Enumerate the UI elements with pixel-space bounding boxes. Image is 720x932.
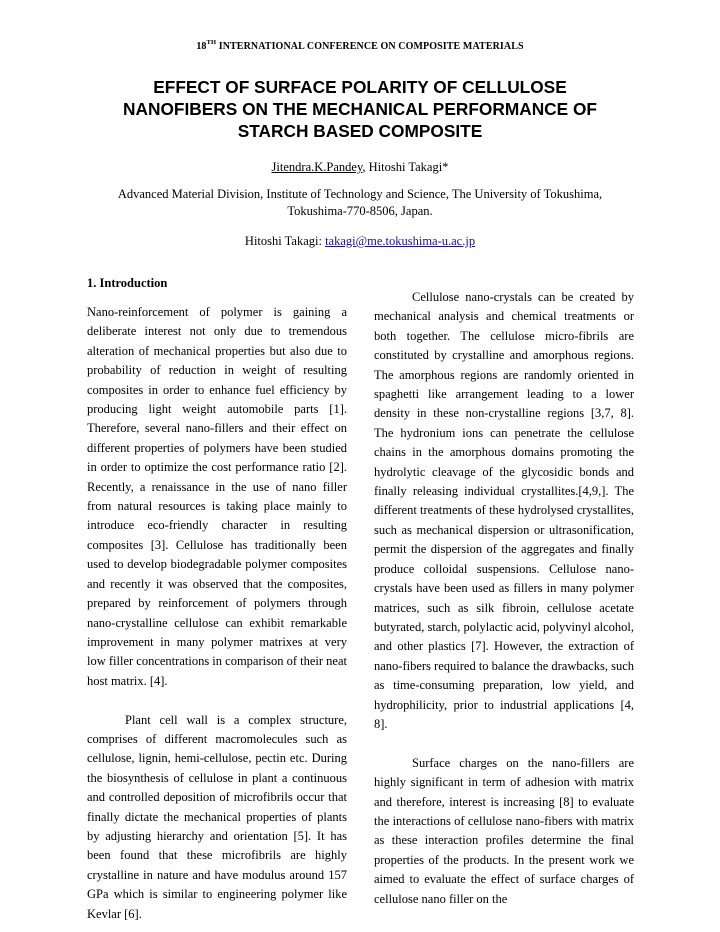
right-paragraph-2: Surface charges on the nano-fillers are highly significant in term of adhesion with matrix and therefore, interest is increasing [8] to evaluate the interactions of cellulose nano-fibers with matrix as these interaction profiles determine the final properties of the products. In the present work we aimed to evaluate the effect of surface charges of cellulose nano filler on the [374,755,634,906]
left-paragraph-1: Nano-reinforcement of polymer is gaining a deliberate interest not only due to tremendous alteration of mechanical properties but also due to probability of reduction in weight of resulting composites in order to enhance fuel efficiency by producing light weight automobile parts [1]. Therefore, several nano-fillers and their effect on different properties of polymers have been studied in order to optimize the cost performance ratio [2]. Recently, a renaissance in the use of nano filler from natural resources is taking place mainly to introduce eco-friendly character in resulting composites [3]. Cellulose has traditionally been used to develop biodegradable polymer composites and recently it was observed that the composites, prepared by reinforcement of polymers through nano-crystalline cellulose can exhibit remarkable improvement in many polymer matrixes at very low filler concentrations in comparison of their neat host matrix. [4]. [87,305,347,688]
affiliation [90,186,630,220]
title-line-1: EFFECT OF SURFACE POLARITY OF CELLULOSE [153,77,567,97]
affiliation-line-2: Tokushima-770-8506, Japan. [287,204,433,218]
paper-title [60,76,660,142]
header-ordinal-sup: TH [206,39,217,46]
right-paragraph-1: Cellulose nano-crystals can be created by mechanical analysis and chemical treatments or both together. The cellulose micro-fibrils are constituted by crystalline and amorphous regions. The amorphous regions are randomly oriented in spaghetti like arrangement leading to a lower density in these non-crystalline regions [3,7, 8]. The hydronium ions can penetrate the cellulose chains in the amorphous domains promoting the hydrolytic cleavage of the glycosidic bonds and finally releasing individual crystallites.[4,9,]. The different treatments of these hydrolysed crystallites, such as mechanical dispersion or ultrasonification, permit the dispersion of the aggregates and finally produce colloidal suspensions. Cellulose nano-crystals have been used as fillers in many polymer matrices, such as silk fibroin, cellulose acetate butyrated, starch, polylactic acid, polyvinyl alcohol, and other plastics [7]. However, the extraction of nano-fibers required to balance the drawbacks, such as time-consuming preparation, low yield, and hydrophilicity, prior to industrial applications [4, 8]. [374,290,634,731]
left-column [87,303,347,924]
running-header [0,39,720,52]
email-link[interactable]: takagi@me.tokushima-u.ac.jp [325,234,476,248]
left-paragraph-2: Plant cell wall is a complex structure, comprises of different macromolecules such as cellulose, lignin, hemi-cellulose, pectin etc. During the biosynthesis of cellulose in plant a continuous and controlled deposition of microfibrils occur that finally dictate the mechanical properties of plants by adjusting hierarchy and orientation [5]. It has been found that these microfibrils are highly crystalline in nature and have modulus around 157 GPa which is similar to engineering polymer like Kevlar [6]. [87,712,347,921]
title-line-3: STARCH BASED COMPOSITE [237,121,483,141]
other-authors: , Hitoshi Takagi* [362,160,449,174]
authors [0,160,720,175]
header-conference: INTERNATIONAL CONFERENCE ON COMPOSITE MATERIALS [216,41,524,52]
first-author: Jitendra.K.Pandey [271,160,363,174]
contact [0,234,720,249]
affiliation-line-1: Advanced Material Division, Institute of Technology and Science, The University of Tokushima, [117,187,603,201]
title-line-2: NANOFIBERS ON THE MECHANICAL PERFORMANCE OF [123,99,597,119]
section-heading: 1. Introduction [87,276,168,290]
right-column [374,288,634,909]
header-ordinal: 18 [196,41,207,52]
contact-label: Hitoshi Takagi: [244,234,326,248]
